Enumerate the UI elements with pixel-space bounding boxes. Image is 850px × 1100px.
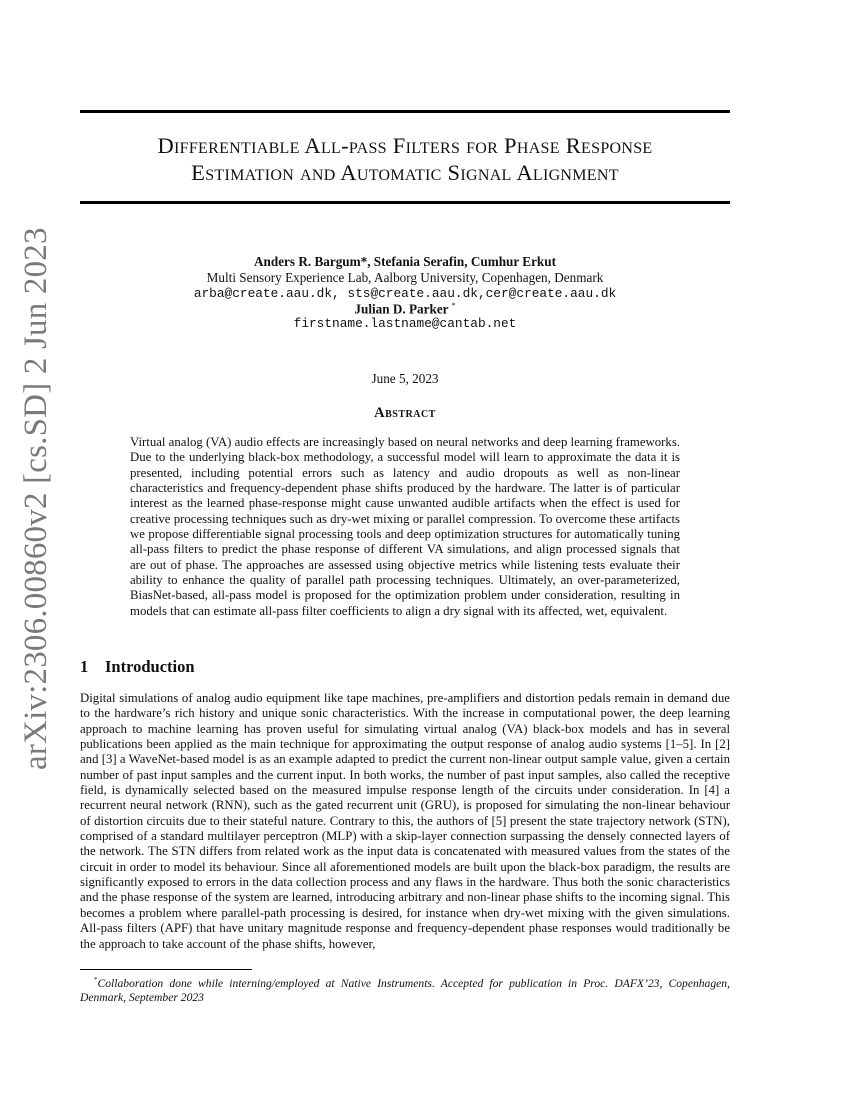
affiliation: Multi Sensory Experience Lab, Aalborg University, Copenhagen, Denmark: [206, 270, 604, 285]
footnote: [80, 973, 730, 1005]
footnote-text: Collaboration done while interning/employed at Native Instruments. Accepted for publication in Proc. DAFX’23, Copenhagen, Denmark, September 2023: [80, 976, 730, 1004]
footnote-marker: *: [451, 301, 456, 310]
second-author-line: [80, 301, 730, 317]
introduction-paragraph: Digital simulations of analog audio equipment like tape machines, pre-amplifiers and distortion pedals remain in demand due to the hardware’s rich history and unique sonic characteristics. With the increase in computational power, the deep learning approach to machine learning has proven useful for simulating virtual analog (VA) black-box models and has in several publications been applied as the main technique for approximating the output response of analog audio systems [1–5]. In [2] and [3] a WaveNet-based model is as an example adapted to predict the current non-linear output sample value, given a certain number of past input samples and the current input. In both works, the number of past input samples, also called the receptive field, is dynamically selected based on the measured impulse response length of the circuits under consideration. In [4] a recurrent neural network (RNN), such as the gated recurrent unit (GRU), is proposed for simulating the non-linear behaviour of distortion circuits due to their stateful nature. Contrary to this, the authors of [5] present the state trajectory network (STN), comprised of a standard multilayer perceptron (MLP) with a skip-layer connection surpassing the densely connected layers of the network. The STN differs from related work as the input data is concatenated with measured values from the states of the circuit in order to model its behaviour. Since all aforementioned models are built upon the black-box paradigm, the results are significantly exposed to errors in the data collection process and any flaws in the hardware. Thus both the sonic characteristics and the phase response of the system are learned, introducing arbitrary and non-linear phase shifts to the incoming signal. This becomes a problem where parallel-path processing is desired, for instance when dry-wet mixing with the given simulations. All-pass filters (APF) that have unitary magnitude response and frequency-dependent phase responses would traditionally be the approach to take account of the phase shifts, however,: [80, 691, 730, 951]
title-rule-bottom: [80, 201, 730, 204]
title-line-2: Estimation and Automatic Signal Alignment: [191, 160, 619, 185]
section-number: 1: [80, 657, 89, 676]
footnote-mark: *: [94, 976, 98, 984]
second-author-name: Julian D. Parker: [354, 301, 449, 317]
section-title: Introduction: [105, 657, 195, 676]
footnote-rule: [80, 969, 252, 970]
paper-title: [80, 132, 730, 186]
section-heading-introduction: [80, 657, 195, 677]
title-rule-top: [80, 110, 730, 113]
title-line-1: Differentiable All-pass Filters for Phase Response: [157, 133, 653, 158]
arxiv-identifier: arXiv:2306.00860v2 [cs.SD] 2 Jun 2023: [18, 227, 54, 770]
abstract-heading: Abstract: [374, 405, 436, 421]
author-emails: arba@create.aau.dk, sts@create.aau.dk,cer@create.aau.dk: [193, 286, 617, 301]
abstract-text: Virtual analog (VA) audio effects are increasingly based on neural networks and deep learning frameworks. Due to the underlying black-box methodology, a successful model will learn to approximate the data it is presented, including potential errors such as latency and audio dropouts as well as non-linear characteristics and frequency-dependent phase shifts produced by the hardware. The latter is of particular interest as the learned phase-response might cause unwanted audible artifacts when the effect is used for creative processing techniques such as dry-wet mixing or parallel compression. To overcome these artifacts we propose differentiable signal processing tools and deep optimization structures for automatically tuning all-pass filters to predict the phase response of different VA simulations, and align processed signals that are out of phase. The approaches are assessed using objective metrics while listening tests evaluate their ability to enhance the quality of parallel path processing techniques. Ultimately, an over-parameterized, BiasNet-based, all-pass model is proposed for the optimization problem under consideration, resulting in models that can estimate all-pass filter coefficients to align a dry signal with its affected, wet, equivalent.: [130, 435, 680, 618]
second-author-email: firstname.lastname@cantab.net: [293, 316, 517, 331]
author-list: Anders R. Bargum*, Stefania Serafin, Cumhur Erkut: [254, 254, 556, 269]
publication-date: June 5, 2023: [371, 371, 439, 386]
